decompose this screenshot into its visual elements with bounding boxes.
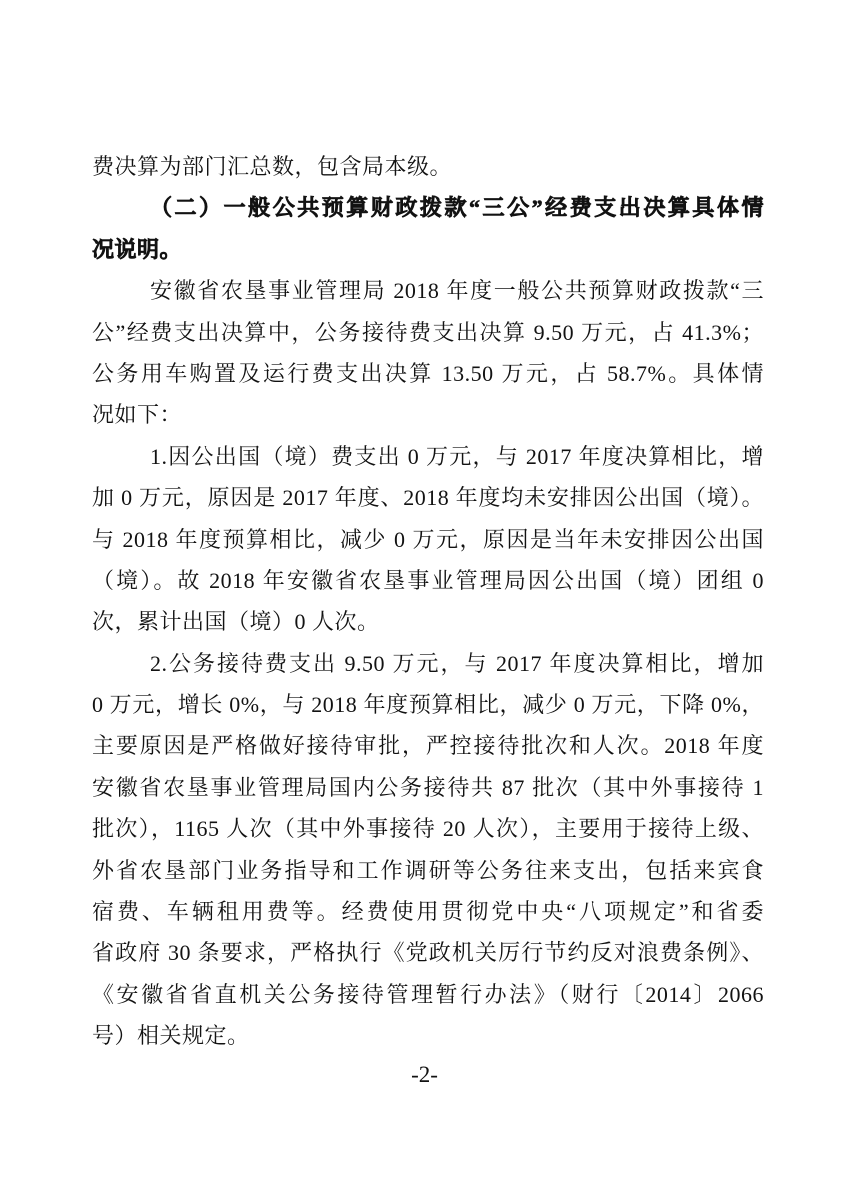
text-line: （二）一般公共预算财政拨款“三公”经费支出决算具体情 <box>150 195 764 221</box>
text-line: 公务用车购置及运行费支出决算 13.50 万元，占 58.7%。具体情 <box>92 360 764 386</box>
text-line: 与 2018 年度预算相比，减少 0 万元，原因是当年未安排因公出国 <box>92 526 764 552</box>
text-line: 省政府 30 条要求，严格执行《党政机关厉行节约反对浪费条例》、 <box>92 940 764 966</box>
text-line: 况说明。 <box>92 236 183 262</box>
text-line: 批次），1165 人次（其中外事接待 20 人次），主要用于接待上级、 <box>92 816 764 842</box>
text-line: 外省农垦部门业务指导和工作调研等公务往来支出，包括来宾食 <box>92 857 764 883</box>
text-line: 公”经费支出决算中，公务接待费支出决算 9.50 万元，占 41.3%； <box>92 319 764 345</box>
text-line: 宿费、车辆租用费等。经费使用贯彻党中央“八项规定”和省委 <box>92 899 764 925</box>
text-line: 安徽省农垦事业管理局国内公务接待共 87 批次（其中外事接待 1 <box>92 774 764 800</box>
page-number: -2- <box>411 1062 438 1087</box>
text-line: 2.公务接待费支出 9.50 万元，与 2017 年度决算相比，增加 <box>150 650 764 676</box>
text-line: 号）相关规定。 <box>92 1023 250 1049</box>
document-body <box>92 146 764 1057</box>
text-line: 0 万元，增长 0%，与 2018 年度预算相比，减少 0 万元，下降 0%， <box>92 692 764 718</box>
text-line: 次，累计出国（境）0 人次。 <box>92 609 380 635</box>
text-line: （境）。故 2018 年安徽省农垦事业管理局因公出国（境）团组 0 <box>92 567 764 593</box>
text-line: 主要原因是严格做好接待审批，严控接待批次和人次。2018 年度 <box>92 733 764 759</box>
text-line: 费决算为部门汇总数，包含局本级。 <box>92 154 453 179</box>
text-line: 加 0 万元，原因是 2017 年度、2018 年度均未安排因公出国（境）。 <box>92 485 764 511</box>
text-line: 安徽省农垦事业管理局 2018 年度一般公共预算财政拨款“三 <box>150 278 764 304</box>
text-line: 1.因公出国（境）费支出 0 万元，与 2017 年度决算相比，增 <box>150 443 764 469</box>
text-line: 《安徽省省直机关公务接待管理暂行办法》（财行〔2014〕2066 <box>92 981 764 1007</box>
text-line: 况如下： <box>92 402 183 428</box>
